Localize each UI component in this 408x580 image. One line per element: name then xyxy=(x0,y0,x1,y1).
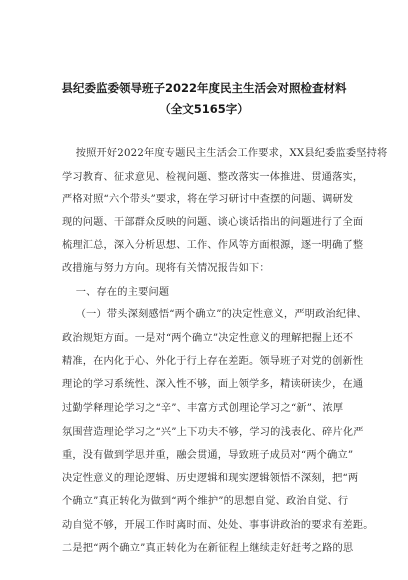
body-line: 改措施与努力方向。现将有关情况报告如下： xyxy=(62,263,270,274)
body-line: 严格对照“六个带头”要求，将在学习研讨中查摆的问题、调研发 xyxy=(62,194,354,205)
section-heading: 一、存在的主要问题 xyxy=(62,287,170,298)
body-line: 理论的学习系统性、深入性不够，面上领学多，精读研读少，在通 xyxy=(62,379,364,390)
body-line: 个确立”真正转化为做到“两个维护”的思想自觉、政治自觉、行 xyxy=(62,496,349,507)
body-line: 政治规矩方面。一是对“两个确立”决定性意义的理解把握上还不 xyxy=(62,333,354,344)
body-line: 决定性意义的理论逻辑、历史逻辑和现实逻辑领悟不深刻，把“两 xyxy=(62,473,359,484)
body-line: 精准，在内化于心、外化于行上存在差距。领导班子对党的创新性 xyxy=(62,356,364,367)
body-line: 二是把“两个确立”真正转化为在新征程上继续走好赶考之路的思 xyxy=(62,543,354,554)
subsection-heading: （一）带头深刻感悟“两个确立”的决定性意义，严明政治纪律、 xyxy=(62,309,368,320)
body-line: 现的问题、干部群众反映的问题、谈心谈话指出的问题进行了全面 xyxy=(62,217,364,228)
body-line: 按照开好2022年度专题民主生活会工作要求，XX县纪委监委坚持将 xyxy=(62,148,388,159)
body-line: 氛围营造理论学习之“兴”上下功夫不够，学习的浅表化、碎片化严 xyxy=(62,427,364,438)
body-line: 学习教育、征求意见、检视问题、整改落实一体推进、贯通落实， xyxy=(62,172,364,183)
body-line: 重，没有做到学思并重，融会贯通，导致班子成员对“两个确立” xyxy=(62,450,354,461)
document-title: 县纪委监委领导班子2022年度民主生活会对照检查材料 xyxy=(61,81,347,95)
body-line: 动自觉不够，开展工作时离时而、处处、事事讲政治的要求有差距。 xyxy=(62,520,374,531)
body-line: 过勤学释理论学习之“辛”、丰富方式创理论学习之“新”、浓厚 xyxy=(62,403,344,414)
body-line: 梳理汇总，深入分析思想、工作、作风等方面根源，逐一明确了整 xyxy=(62,240,364,251)
document-subtitle: （全文5165字） xyxy=(159,102,249,116)
